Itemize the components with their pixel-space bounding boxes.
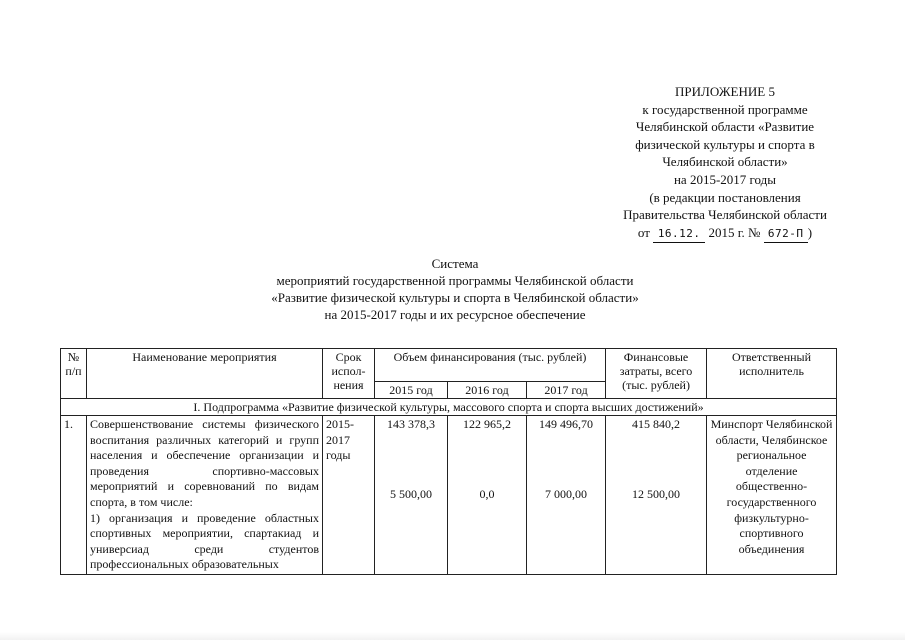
row-total: 415 840,2 <box>632 417 681 431</box>
row-subname: 1) организация и проведение областных спортивных мероприятии, спартакиад и универсиад среди студентов профессиональных образовательных <box>90 510 319 572</box>
row-name: Совершенствование системы физического воспитания различных категорий и групп населения и обеспечение организации и проведения спортивно-массовых мероприятий и соревнований по видам спорта, в том числе: <box>90 417 319 509</box>
header-2016: 2016 год <box>448 382 527 399</box>
row-responsible: Минспорт Челябинской области, Челябинское региональное отделение общественно-государственного физкультурно-спортивного объединения <box>707 416 837 575</box>
appendix-line: (в редакции постановления <box>649 189 801 205</box>
appendix-line: Челябинской области» <box>662 154 788 170</box>
row-2016: 122 965,2 <box>463 417 511 431</box>
header-num: № п/п <box>61 349 87 399</box>
closing-paren: ) <box>807 224 813 240</box>
row-sub-2017: 7 000,00 <box>545 486 588 501</box>
title-line: Система <box>431 256 479 271</box>
appendix-line: к государственной программе <box>642 101 808 117</box>
row-2017-cell <box>527 416 606 575</box>
title-line: на 2015-2017 годы и их ресурсное обеспечение <box>324 307 586 322</box>
section-title: I. Подпрограмма «Развитие физической культуры, массового спорта и спорта высших достижений» <box>61 399 837 416</box>
page-bottom-edge <box>0 632 905 640</box>
appendix-line: на 2015-2017 годы <box>673 171 777 187</box>
title-line: «Развитие физической культуры и спорта в Челябинской области» <box>271 290 639 305</box>
row-2016-cell <box>448 416 527 575</box>
appendix-title: ПРИЛОЖЕНИЕ 5 <box>675 84 775 99</box>
header-2015: 2015 год <box>375 382 448 399</box>
title-line: мероприятий государственной программы Челябинской области <box>276 273 634 288</box>
resolution-date: 16.12. <box>653 225 705 244</box>
row-sub-total: 12 500,00 <box>632 486 681 501</box>
appendix-block <box>590 83 860 243</box>
header-responsible: Ответственный исполнитель <box>707 349 837 399</box>
header-total: Финансовые затраты, всего (тыс. рублей) <box>606 349 707 399</box>
resolution-number: 672-П <box>764 225 808 244</box>
document-title <box>195 255 715 323</box>
appendix-line: физической культуры и спорта в <box>635 136 815 152</box>
row-name-cell <box>87 416 323 575</box>
header-row <box>61 349 837 382</box>
row-total-cell <box>606 416 707 575</box>
row-term: 2015-2017 годы <box>323 416 375 575</box>
appendix-line: Правительства Челябинской области <box>623 207 827 223</box>
header-term: Срок испол-нения <box>323 349 375 399</box>
header-name: Наименование мероприятия <box>87 349 323 399</box>
header-funding: Объем финансирования (тыс. рублей) <box>375 349 606 382</box>
measures-table <box>60 348 837 575</box>
row-2015: 143 378,3 <box>387 417 435 431</box>
row-2017: 149 496,70 <box>539 417 594 431</box>
table-row <box>61 416 837 575</box>
row-sub-2015: 5 500,00 <box>390 486 432 501</box>
row-num: 1. <box>61 416 87 575</box>
resolution-reference <box>590 224 860 244</box>
section-row <box>61 399 837 416</box>
resolution-year: 2015 г. № <box>708 224 761 240</box>
row-2015-cell <box>375 416 448 575</box>
header-2017: 2017 год <box>527 382 606 399</box>
from-prefix: от <box>637 224 650 240</box>
appendix-line: Челябинской области «Развитие <box>635 119 815 135</box>
row-sub-2016: 0,0 <box>479 486 495 501</box>
